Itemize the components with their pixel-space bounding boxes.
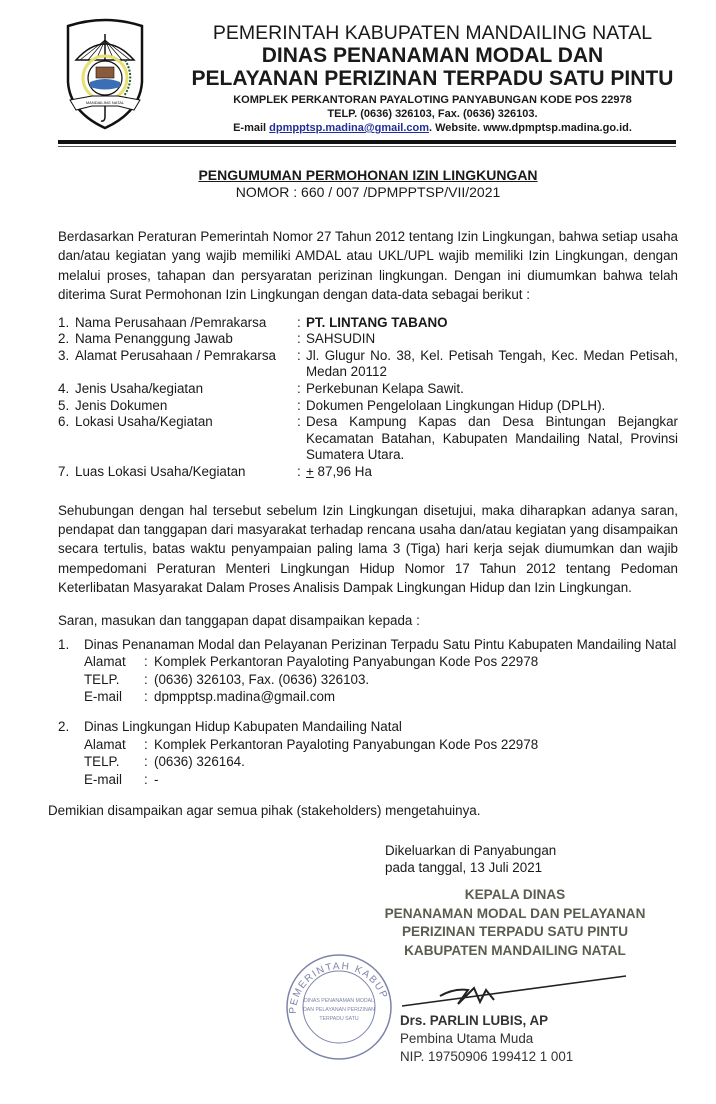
detail-label: Alamat Perusahaan / Pemrakarsa <box>75 347 276 363</box>
detail-number: 1. <box>58 314 70 330</box>
colon: : <box>144 754 148 770</box>
handwritten-signature-icon <box>400 972 630 1010</box>
area-value: 87,96 Ha <box>313 463 372 479</box>
closing-statement: Demikian disampaikan agar semua pihak (stakeholders) mengetahuinya. <box>48 803 481 819</box>
detail-row-address <box>58 348 678 381</box>
stamp-center-line1: DINAS PENANAMAN MODAL <box>303 998 375 1005</box>
detail-colon: : <box>297 463 301 479</box>
detail-label: Jenis Dokumen <box>75 397 168 413</box>
detail-number: 2. <box>58 331 70 347</box>
logo-ribbon-text: MANDAILING NATAL <box>85 100 125 105</box>
detail-row-area <box>58 464 678 481</box>
recipient-email[interactable]: dpmpptsp.madina@gmail.com <box>154 689 336 705</box>
issued-place: Dikeluarkan di Panyabungan <box>385 843 557 859</box>
document-number: NOMOR : 660 / 007 /DPMPPTSP/VII/2021 <box>235 184 501 200</box>
email-label: E-mail <box>233 122 270 134</box>
recipient-email: - <box>154 771 159 787</box>
stamp-center-line2: DAN PELAYANAN PERIZINAN <box>303 1007 375 1014</box>
detail-number: 4. <box>58 381 70 396</box>
signatory-rank: Pembina Utama Muda <box>400 1031 534 1047</box>
letterhead-agency-line2: PELAYANAN PERIZINAN TERPADU SATU PINTU <box>191 67 674 90</box>
address-label: Alamat <box>84 736 126 752</box>
feedback-intro: Saran, masukan dan tanggapan dapat disampaikan kepada : <box>58 612 420 628</box>
stamp-center-line3: TERPADU SATU <box>319 1016 359 1023</box>
website-text: . Website. www.dpmptsp.madina.go.id. <box>429 122 632 134</box>
detail-row-location <box>58 414 678 464</box>
svg-text:PEMERINTAH KABUPATEN <box>284 952 389 1014</box>
signature-area <box>58 834 678 1104</box>
detail-label: Jenis Usaha/kegiatan <box>75 381 204 396</box>
colon: : <box>144 671 148 687</box>
letterhead-contact <box>165 122 700 134</box>
document-body <box>0 167 716 1104</box>
colon: : <box>144 771 148 787</box>
colon: : <box>144 654 148 670</box>
signatory-title-line2: PENANAMAN MODAL DAN PELAYANAN <box>384 905 646 921</box>
signatory-title <box>350 886 680 960</box>
recipient-address: Komplek Perkantoran Payaloting Panyabungan Kode Pos 22978 <box>154 736 539 752</box>
phone-label: TELP. <box>84 671 120 687</box>
plus-minus-sign: + <box>306 463 314 479</box>
email-label: E-mail <box>84 771 122 787</box>
phone-label: TELP. <box>84 754 120 770</box>
recipient-phone: (0636) 326103, Fax. (0636) 326103. <box>154 671 370 687</box>
letterhead-government: PEMERINTAH KABUPATEN MANDAILING NATAL <box>212 22 653 44</box>
detail-colon: : <box>297 314 301 330</box>
detail-label: Nama Penanggung Jawab <box>75 331 233 347</box>
detail-row-company <box>58 315 678 332</box>
recipient-number: 2. <box>58 718 70 734</box>
recipient-name: Dinas Lingkungan Hidup Kabupaten Mandailing Natal <box>84 718 402 734</box>
letterhead-phone: TELP. (0636) 326103, Fax. (0636) 326103. <box>327 108 538 120</box>
detail-colon: : <box>297 347 301 363</box>
detail-number: 7. <box>58 463 70 479</box>
signatory-title-line1: KEPALA DINAS <box>464 887 566 903</box>
signatory-title-line3: PERIZINAN TERPADU SATU PINTU <box>401 924 629 940</box>
detail-number: 5. <box>58 397 70 413</box>
signatory-nip: NIP. 19750906 199412 1 001 <box>400 1049 574 1065</box>
signatory-info <box>400 1012 573 1066</box>
recipient-phone: (0636) 326164. <box>154 754 245 770</box>
letterhead-divider-thin <box>58 146 676 147</box>
issued-block <box>385 842 556 876</box>
email-link[interactable]: dpmpptsp.madina@gmail.com <box>269 122 430 134</box>
application-details-list <box>58 315 678 481</box>
stamp-ring-text: PEMERINTAH KABUP <box>287 961 390 1015</box>
detail-number: 3. <box>58 347 70 363</box>
letterhead <box>0 0 716 150</box>
detail-value: Jl. Glugur No. 38, Kel. Petisah Tengah, Kec. Medan Petisah, Medan 20112 <box>306 347 678 380</box>
detail-value: Desa Kampung Kapas dan Desa Bintungan Bejangkar Kecamatan Batahan, Kabupaten Mandailing Natal, Provinsi Sumatera Utara. <box>306 414 678 463</box>
recipient-2 <box>58 718 678 788</box>
official-stamp-icon <box>284 952 394 1062</box>
recipient-1 <box>58 636 678 706</box>
detail-colon: : <box>297 331 301 347</box>
letterhead-divider-thick <box>58 140 676 144</box>
colon: : <box>144 689 148 705</box>
detail-number: 6. <box>58 414 70 430</box>
recipient-address: Komplek Perkantoran Payaloting Panyabungan Kode Pos 22978 <box>154 654 539 670</box>
document-title: PENGUMUMAN PERMOHONAN IZIN LINGKUNGAN <box>198 167 538 183</box>
recipient-number: 1. <box>58 636 70 652</box>
detail-colon: : <box>297 414 301 430</box>
signatory-title-line4: KABUPATEN MANDAILING NATAL <box>404 942 626 958</box>
colon: : <box>144 736 148 752</box>
feedback-paragraph: Sehubungan dengan hal tersebut sebelum Izin Lingkungan disetujui, maka diharapkan adanya saran, pendapat dan tanggapan dari masyarakat terhadap rencana usaha dan/atau kegiatan yang disampaikan secara tertulis, batas waktu penyampaian paling lama 3 (Tiga) hari kerja sejak diumumkan dan wajib mempedomani Peraturan Menteri Lingkungan Hidup Nomor 17 Tahun 2012 tentang Pedoman Keterlibatan Masyarakat Dalam Proses Analisis Dampak Lingkungan Hidup dan Izin Lingkungan. <box>58 502 678 596</box>
detail-label: Luas Lokasi Usaha/Kegiatan <box>75 463 246 479</box>
regency-coat-of-arms-icon <box>62 16 148 132</box>
detail-label: Nama Perusahaan /Pemrakarsa <box>75 314 267 330</box>
detail-value: PT. LINTANG TABANO <box>306 314 448 330</box>
detail-row-business-type <box>58 381 678 398</box>
intro-paragraph: Berdasarkan Peraturan Pemerintah Nomor 27 Tahun 2012 tentang Izin Lingkungan, bahwa setiap usaha dan/atau kegiatan yang wajib memiliki AMDAL atau UKL/UPL wajib memiliki Izin Lingkungan, dengan melalui proses, tahapan dan persyaratan perizinan lingkungan. Dengan ini diumumkan bahwa telah diterima Surat Permohonan Izin Lingkungan dengan data-data sebagai berikut : <box>58 229 678 303</box>
letterhead-address: KOMPLEK PERKANTORAN PAYALOTING PANYABUNGAN KODE POS 22978 <box>233 94 632 106</box>
detail-value <box>306 464 678 481</box>
detail-colon: : <box>297 381 301 396</box>
detail-value: SAHSUDIN <box>306 331 376 347</box>
email-label: E-mail <box>84 689 122 705</box>
recipient-name: Dinas Penanaman Modal dan Pelayanan Perizinan Terpadu Satu Pintu Kabupaten Mandailing Natal <box>84 636 677 652</box>
signatory-name: Drs. PARLIN LUBIS, AP <box>400 1013 549 1029</box>
detail-value: Perkebunan Kelapa Sawit. <box>306 381 464 396</box>
detail-row-document-type <box>58 398 678 415</box>
detail-label: Lokasi Usaha/Kegiatan <box>75 414 213 430</box>
detail-value: Dokumen Pengelolaan Lingkungan Hidup (DPLH). <box>306 397 606 413</box>
detail-row-responsible <box>58 331 678 348</box>
issued-date: pada tanggal, 13 Juli 2021 <box>385 860 543 876</box>
detail-colon: : <box>297 397 301 413</box>
address-label: Alamat <box>84 654 126 670</box>
letterhead-agency-line1: DINAS PENANAMAN MODAL DAN <box>261 44 604 67</box>
